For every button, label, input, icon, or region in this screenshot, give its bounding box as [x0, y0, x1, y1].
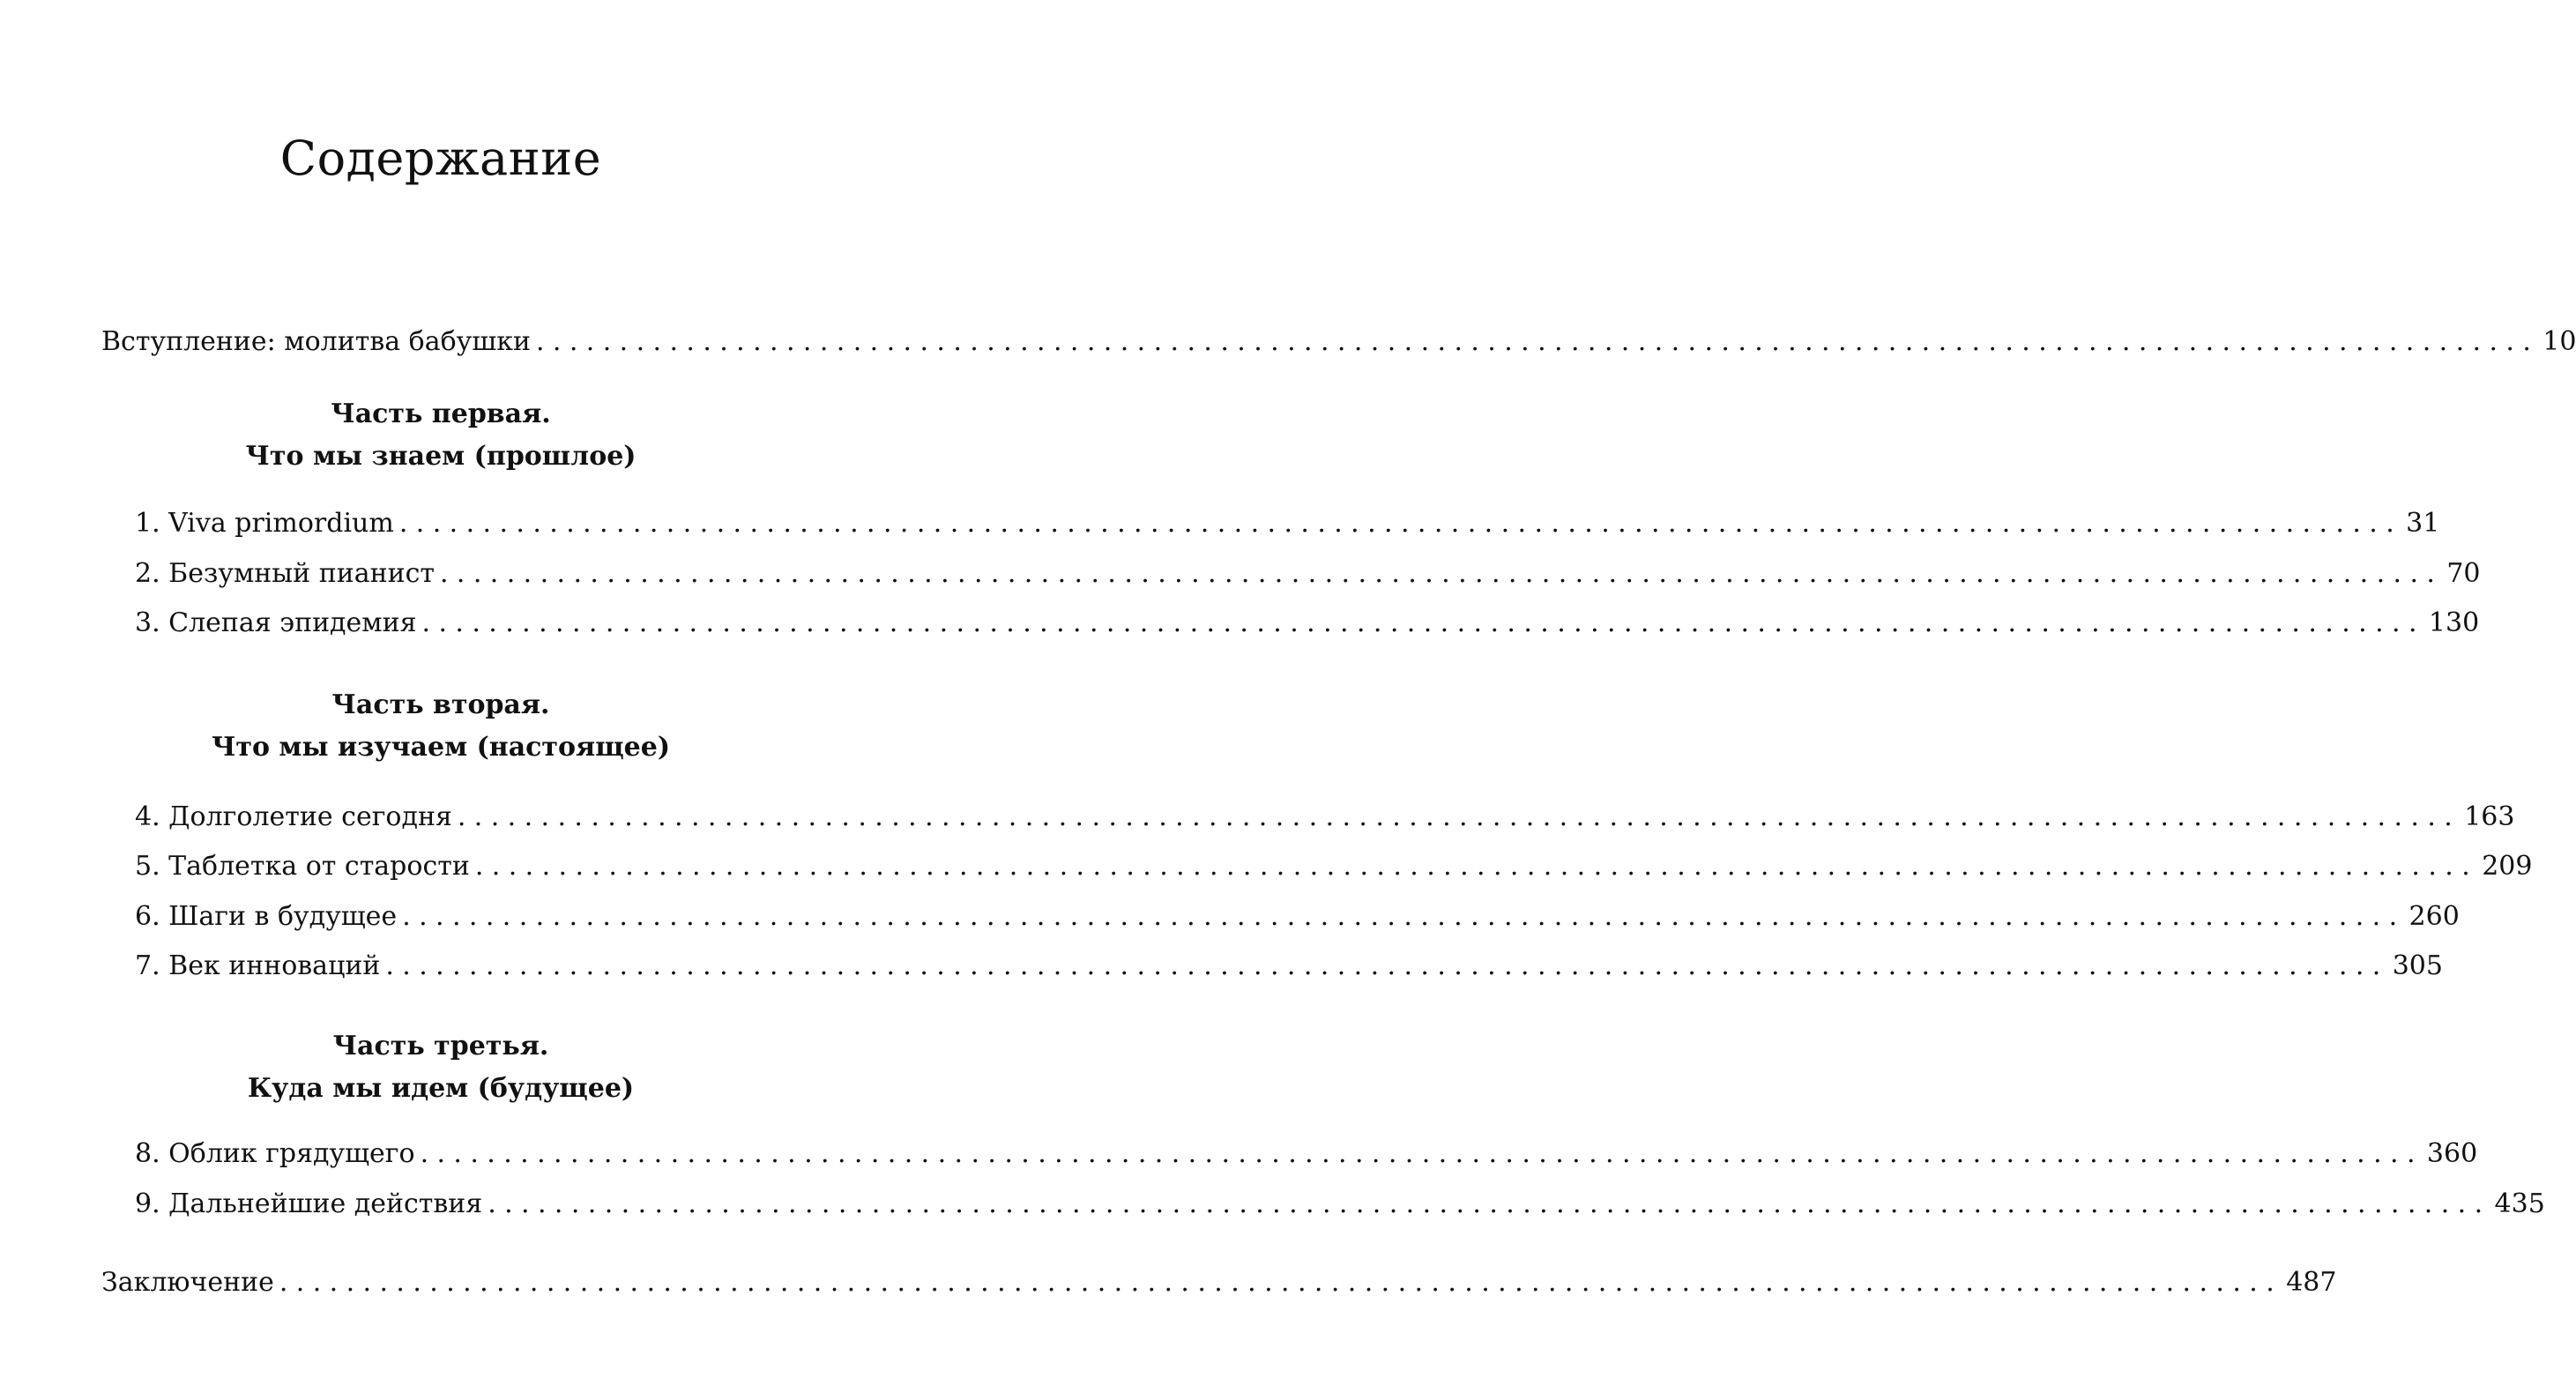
part-title: Часть третья.: [332, 1031, 549, 1062]
toc-entry-page: 10: [2542, 326, 2576, 357]
toc-entry-label: 6. Шаги в будущее: [135, 901, 398, 932]
part-subtitle: Что мы изучаем (настоящее): [211, 732, 671, 763]
toc-entry-page: 130: [2428, 607, 2480, 638]
toc-entry-chapter-9[interactable]: [135, 1187, 2545, 1222]
toc-entry-label: 9. Дальнейшие действия: [135, 1188, 483, 1219]
toc-entry-page: 487: [2286, 1267, 2337, 1298]
toc-entry-page: 70: [2446, 558, 2481, 589]
dot-leader: ........................................................................................................................: [535, 326, 2540, 357]
toc-entry-page: 163: [2464, 801, 2515, 832]
toc-entry-label: 2. Безумный пианист: [135, 558, 435, 589]
toc-entry-conclusion[interactable]: [101, 1265, 2337, 1300]
part-title: Часть первая.: [331, 399, 551, 429]
dot-leader: ........................................................................................................................: [398, 508, 2403, 539]
toc-entry-chapter-1[interactable]: [135, 506, 2440, 541]
part-subtitle: Куда мы идем (будущее): [247, 1073, 635, 1104]
toc-entry-chapter-3[interactable]: [135, 606, 2480, 641]
toc-entry-page: 360: [2426, 1138, 2478, 1169]
part-heading-2: [0, 684, 882, 769]
toc-entry-page: 305: [2392, 950, 2443, 981]
toc-entry-label: Вступление: молитва бабушки: [101, 326, 531, 357]
dot-leader: ........................................................................................................................: [279, 1267, 2283, 1298]
toc-entry-chapter-8[interactable]: [135, 1136, 2478, 1172]
toc-entry-label: Заключение: [101, 1267, 274, 1298]
toc-entry-page: 31: [2406, 508, 2440, 539]
dot-leader: ........................................................................................................................: [385, 950, 2389, 981]
page-title: Содержание: [279, 130, 602, 186]
dot-leader: ........................................................................................................................: [439, 558, 2444, 589]
toc-entry-label: 8. Облик грядущего: [135, 1138, 415, 1169]
toc-entry-page: 435: [2494, 1188, 2545, 1219]
toc-entry-label: 1. Viva primordium: [135, 508, 394, 539]
toc-entry-chapter-7[interactable]: [135, 949, 2443, 984]
toc-entry-label: 7. Век инноваций: [135, 950, 381, 981]
toc-entry-label: 5. Таблетка от старости: [135, 851, 470, 882]
dot-leader: ........................................................................................................................: [402, 901, 2406, 932]
toc-entry-label: 4. Долголетие сегодня: [135, 801, 452, 832]
toc-entry-intro[interactable]: [101, 324, 2576, 360]
dot-leader: ........................................................................................................................: [457, 801, 2461, 832]
dot-leader: ........................................................................................................................: [474, 851, 2479, 882]
toc-entry-chapter-4[interactable]: [135, 800, 2515, 835]
part-title: Часть вторая.: [331, 689, 550, 720]
toc-entry-chapter-6[interactable]: [135, 899, 2460, 935]
toc-entry-page: 260: [2408, 901, 2460, 932]
toc-entry-label: 3. Слепая эпидемия: [135, 607, 417, 638]
toc-entry-chapter-2[interactable]: [135, 556, 2481, 592]
part-heading-1: [0, 393, 882, 478]
dot-leader: ........................................................................................................................: [488, 1188, 2491, 1219]
toc-entry-page: 209: [2482, 851, 2533, 882]
part-subtitle: Что мы знаем (прошлое): [245, 441, 637, 472]
part-heading-3: [0, 1025, 882, 1110]
toc-entry-chapter-5[interactable]: [135, 849, 2533, 884]
dot-leader: ........................................................................................................................: [420, 1138, 2423, 1169]
dot-leader: ........................................................................................................................: [421, 607, 2425, 638]
